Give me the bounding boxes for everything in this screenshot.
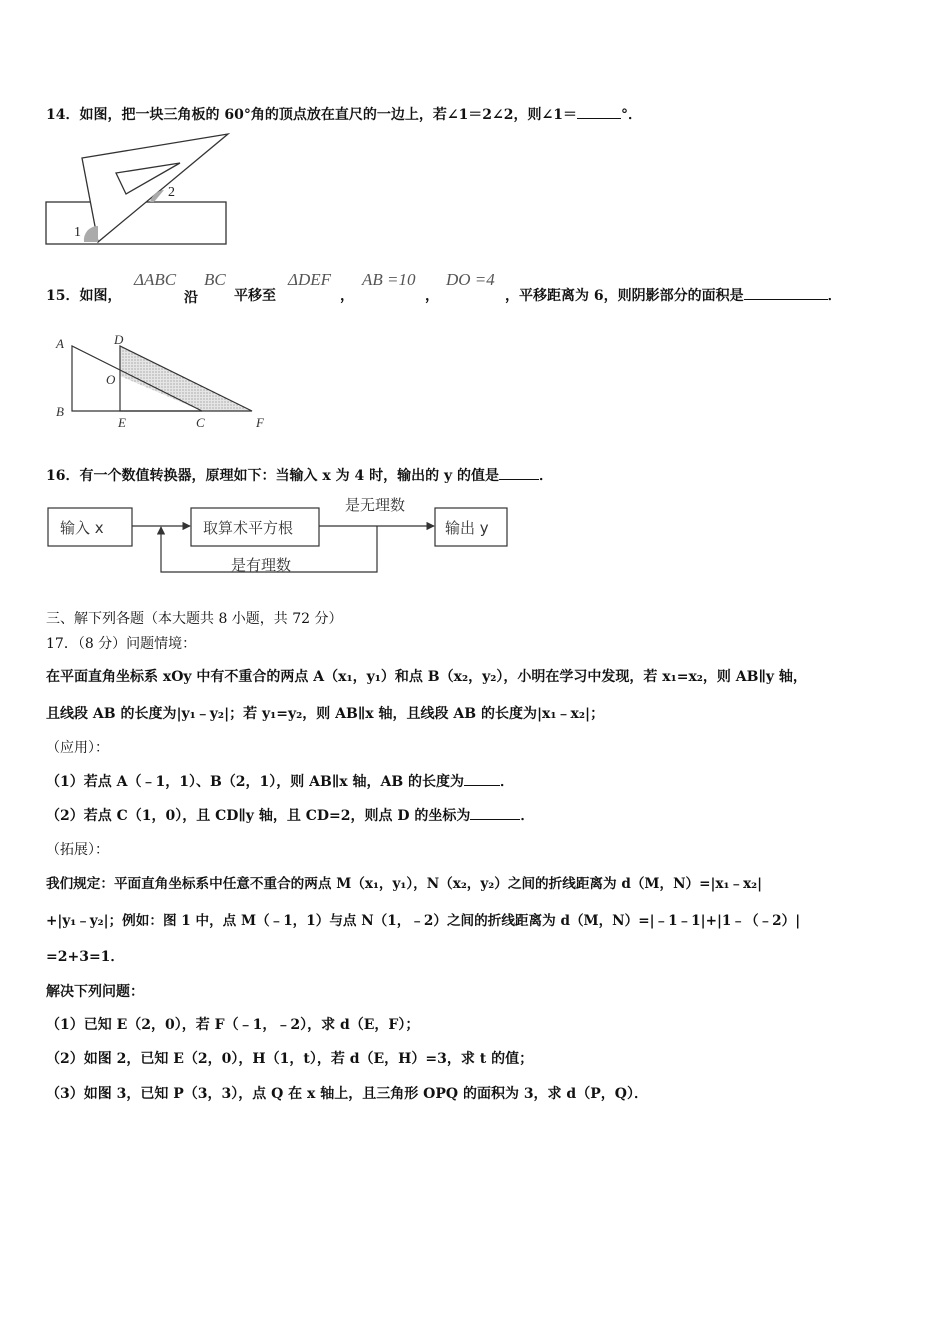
q15-math-ab: AB =10 <box>362 270 416 289</box>
q17-extend-heading: （拓展）： <box>46 842 109 858</box>
label-a: A <box>56 336 64 351</box>
label-irrational: 是无理数 <box>345 496 406 514</box>
q16-tail: ． <box>538 468 553 484</box>
label-b: B <box>56 404 64 419</box>
angle-1-mark <box>84 226 98 242</box>
q15-math-bc: BC <box>204 270 226 289</box>
q17-extend-3: =2+3=1． <box>46 949 125 965</box>
q15-figure-translated-triangles <box>50 332 280 432</box>
label-rational: 是有理数 <box>231 556 292 574</box>
label-c: C <box>196 415 205 430</box>
q14-answer-blank[interactable] <box>577 104 621 119</box>
q15-math-def: ΔDEF <box>288 270 332 289</box>
q14-stem: 14．如图，把一块三角板的 60°角的顶点放在直尺的一边上，若∠1＝2∠2，则∠1＝ <box>46 107 577 123</box>
q15-number: 15．如图， <box>46 288 122 304</box>
q15-math-abc: ΔABC <box>134 270 177 289</box>
box-input-label: 输入 x <box>60 519 104 537</box>
set-square-outer <box>82 134 228 242</box>
q14-tail: °． <box>621 107 642 123</box>
q17-solve-1: （1）已知 E（2，0），若 F（﹣1，﹣2），求 d（E，F）； <box>46 1017 420 1033</box>
q16-flowchart <box>40 490 520 580</box>
q15-stem-end: ，平移距离为 6，则阴影部分的面积是 <box>505 288 744 304</box>
box-output-label: 输出 y <box>445 519 489 537</box>
q15-math-do: DO =4 <box>446 270 495 289</box>
section-3-heading: 三、解下列各题（本大题共 8 小题，共 72 分） <box>46 611 343 627</box>
q17-apply-1 <box>46 771 514 791</box>
q17-paragraph-2: 且线段 AB 的长度为|y₁﹣y₂|；若 y₁=y₂，则 AB∥x 轴，且线段 AB 的长度为|x₁﹣x₂|； <box>46 706 605 722</box>
q15-comma-2: ， <box>425 288 439 304</box>
q17-apply-heading: （应用）： <box>46 740 109 756</box>
q17-apply-2-text: （2）若点 C（1，0），且 CD∥y 轴，且 CD=2，则点 D 的坐标为 <box>46 808 471 824</box>
q17-extend-1: 我们规定：平面直角坐标系中任意不重合的两点 M（x₁，y₁），N（x₂，y₂）之间的折线距离为 d（M，N）=|x₁﹣x₂| <box>46 876 763 892</box>
q17-apply-1-text: （1）若点 A（﹣1，1）、B（2，1），则 AB∥x 轴，AB 的长度为 <box>46 774 465 790</box>
angle-1-label: 1 <box>74 225 81 240</box>
q17-apply-1-blank[interactable] <box>464 771 500 786</box>
q15-comma-1: ， <box>340 288 354 304</box>
question-14-text <box>46 104 642 124</box>
q15-period: ． <box>827 288 842 304</box>
q17-apply-2-blank[interactable] <box>470 805 520 820</box>
q17-solve-3: （3）如图 3，已知 P（3，3），点 Q 在 x 轴上，且三角形 OPQ 的面积为 3，求 d（P，Q）． <box>46 1086 648 1102</box>
q17-solve-2: （2）如图 2，已知 E（2，0），H（1，t），若 d（E，H）=3，求 t 的值； <box>46 1051 534 1067</box>
angle-2-label: 2 <box>168 185 175 200</box>
q17-extend-2: +|y₁﹣y₂|；例如：图 1 中，点 M（﹣1，1）与点 N（1，﹣2）之间的折线距离为 d（M，N）=|﹣1﹣1|+|1﹣（﹣2）| <box>46 913 801 929</box>
q17-solve-heading: 解决下列问题： <box>46 984 144 1000</box>
q15-text-translate: 平移至 <box>234 288 276 304</box>
label-d: D <box>114 332 124 347</box>
q14-figure-ruler-triangle <box>40 130 240 250</box>
q15-answer-blank[interactable] <box>744 285 828 300</box>
q16-stem: 16．有一个数值转换器，原理如下：当输入 x 为 4 时，输出的 y 的值是 <box>46 468 499 484</box>
q16-answer-blank[interactable] <box>499 465 539 480</box>
q17-apply-2 <box>46 805 534 825</box>
label-o: O <box>106 372 116 387</box>
q17-paragraph-1: 在平面直角坐标系 xOy 中有不重合的两点 A（x₁，y₁）和点 B（x₂，y₂），小明在学习中发现，若 x₁=x₂，则 AB∥y 轴， <box>46 669 807 685</box>
q17-apply-2-tail: ． <box>520 808 535 824</box>
q17-apply-1-tail: ． <box>500 774 515 790</box>
box-sqrt-label: 取算术平方根 <box>203 519 294 537</box>
q17-heading: 17．（8 分）问题情境： <box>46 636 197 652</box>
label-f: F <box>256 415 264 430</box>
q15-text-tail <box>505 285 842 305</box>
question-16-text <box>46 465 553 485</box>
label-e: E <box>118 415 126 430</box>
q15-text-along: 沿 <box>184 290 198 306</box>
